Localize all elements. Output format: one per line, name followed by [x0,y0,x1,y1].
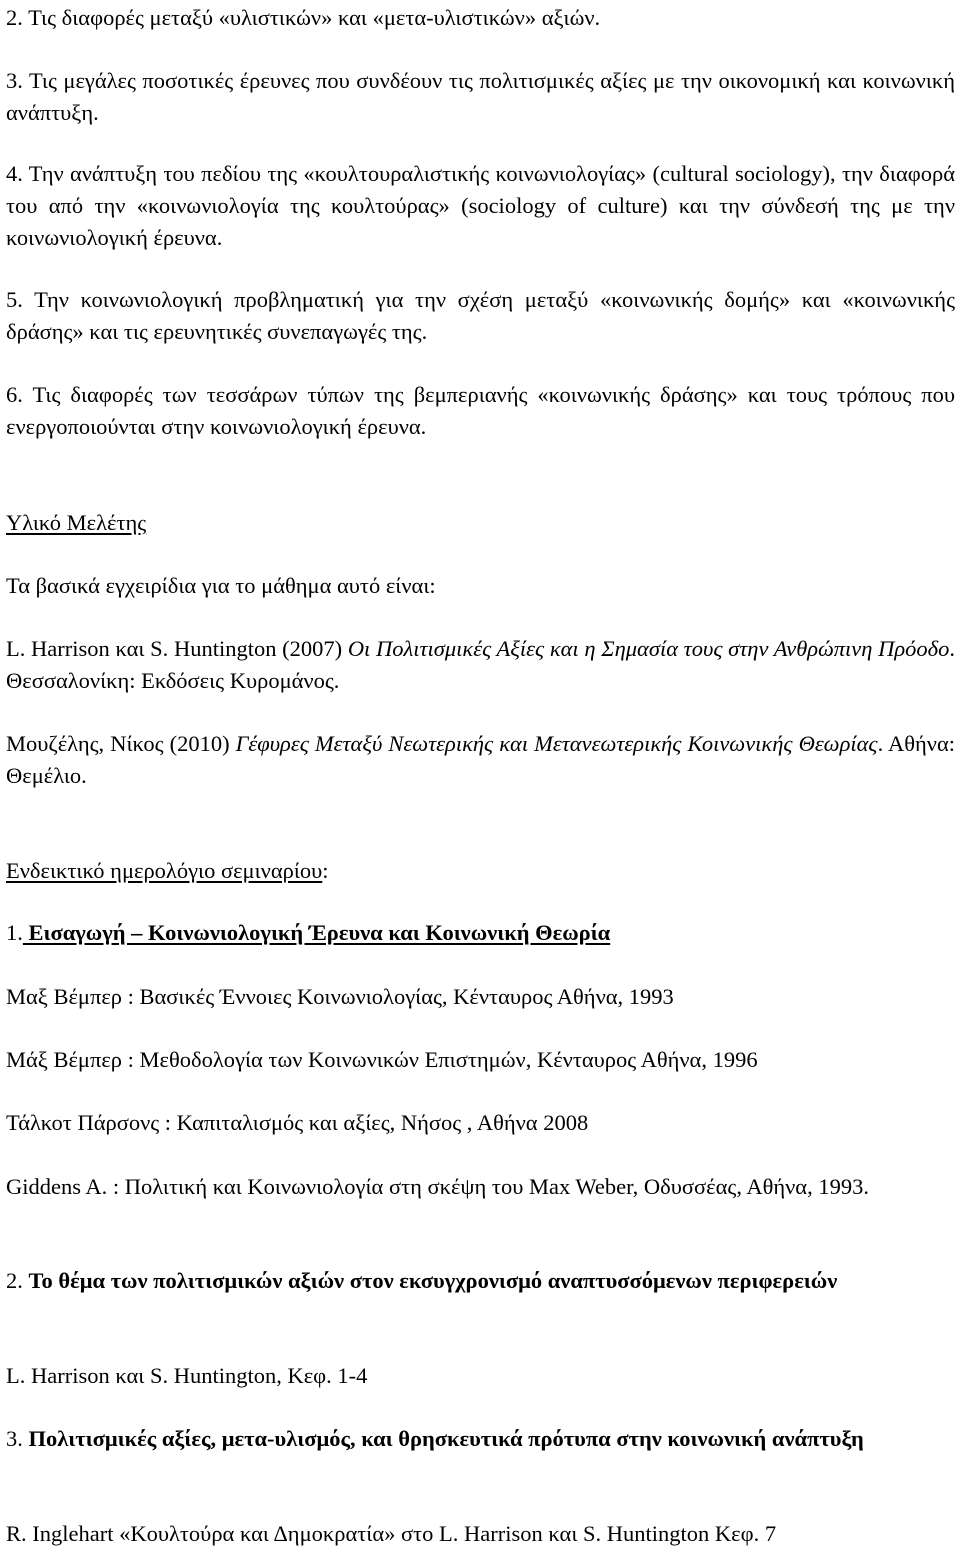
session-3-title [6,1423,955,1455]
session-number: 1. [6,920,23,945]
objective-item-4: 4. Την ανάπτυξη του πεδίου της «κουλτουραλιστικής κοινωνιολογίας» (cultural sociology), την διαφορά του από την «κοινωνιολογία της κουλτούρας» (sociology of culture) και την σύνδεσή της με την κοινωνιολογική έρευνα. [6,161,955,250]
session-title: Πολιτισμικές αξίες, μετα-υλισμός, και θρησκευτικά πρότυπα στην κοινωνική ανάπτυξη [28,1426,864,1451]
reference-publisher: . Θεσσαλονίκη: Εκδόσεις Κυρομάνος. [6,636,955,693]
objective-item-3: 3. Τις μεγάλες ποσοτικές έρευνες που συνδέουν τις πολιτισμικές αξίες με την οικονομική και κοινωνική ανάπτυξη. [6,68,955,125]
reference-title: Οι Πολιτισμικές Αξίες και η Σημασία τους στην Ανθρώπινη Πρόοδο [347,636,950,661]
study-material-intro: Τα βασικά εγχειρίδια για το μάθημα αυτό είναι: [6,573,436,598]
session-1-title [6,917,955,949]
session-2-reading: L. Harrison και S. Huntington, Κεφ. 1-4 [6,1363,368,1388]
objective-item-6: 6. Τις διαφορές των τεσσάρων τύπων της βεμπεριανής «κοινωνικής δράσης» και τους τρόπους που ενεργοποιούνται στην κοινωνιολογική έρευνα. [6,382,955,439]
session-1-reading: Μαξ Βέμπερ : Βασικές Έννοιες Κοινωνιολογίας, Κένταυρος Αθήνα, 1993 [6,984,674,1009]
session-1-reading: Giddens A. : Πολιτική και Κοινωνιολογία στη σκέψη του Max Weber, Οδυσσέας, Αθήνα, 1993. [6,1174,869,1199]
session-3-reading: R. Inglehart «Κουλτούρα και Δημοκρατία» στο L. Harrison και S. Huntington Κεφ. 7 [6,1521,777,1546]
session-number: 2. [6,1268,23,1293]
reference-title: Γέφυρες Μεταξύ Νεωτερικής και Μετανεωτερικής Κοινωνικής Θεωρίας [235,731,878,756]
reference-mouzelis [6,728,955,792]
objective-item-5: 5. Την κοινωνιολογική προβληματική για την σχέση μεταξύ «κοινωνικής δομής» και «κοινωνικής δράσης» και τις ερευνητικές συνεπαγωγές της. [6,287,955,344]
schedule-heading-text: Ενδεικτικό ημερολόγιο σεμιναρίου [6,858,323,883]
session-title: Το θέμα των πολιτισμικών αξιών στον εκσυγχρονισμό αναπτυσσόμενων περιφερειών [28,1268,838,1293]
reference-publisher: . Αθήνα: Θεμέλιο. [6,731,955,788]
session-2-title [6,1265,955,1297]
session-1-reading: Τάλκοτ Πάρσονς : Καπιταλισμός και αξίες, Νήσος , Αθήνα 2008 [6,1110,589,1135]
session-1-reading: Μάξ Βέμπερ : Μεθοδολογία των Κοινωνικών Επιστημών, Κένταυρος Αθήνα, 1996 [6,1047,758,1072]
objective-item-2: 2. Τις διαφορές μεταξύ «υλιστικών» και «μετα-υλιστικών» αξιών. [6,5,601,30]
session-title: Εισαγωγή – Κοινωνιολογική Έρευνα και Κοινωνική Θεωρία [22,920,611,945]
study-material-heading: Υλικό Μελέτης [6,510,147,535]
reference-authors: Μουζέλης, Νίκος (2010) [6,731,236,756]
schedule-heading-colon: : [322,858,329,883]
session-number: 3. [6,1426,23,1451]
schedule-heading [6,855,955,887]
reference-authors: L. Harrison και S. Huntington (2007) [6,636,348,661]
reference-harrison-huntington [6,633,955,697]
